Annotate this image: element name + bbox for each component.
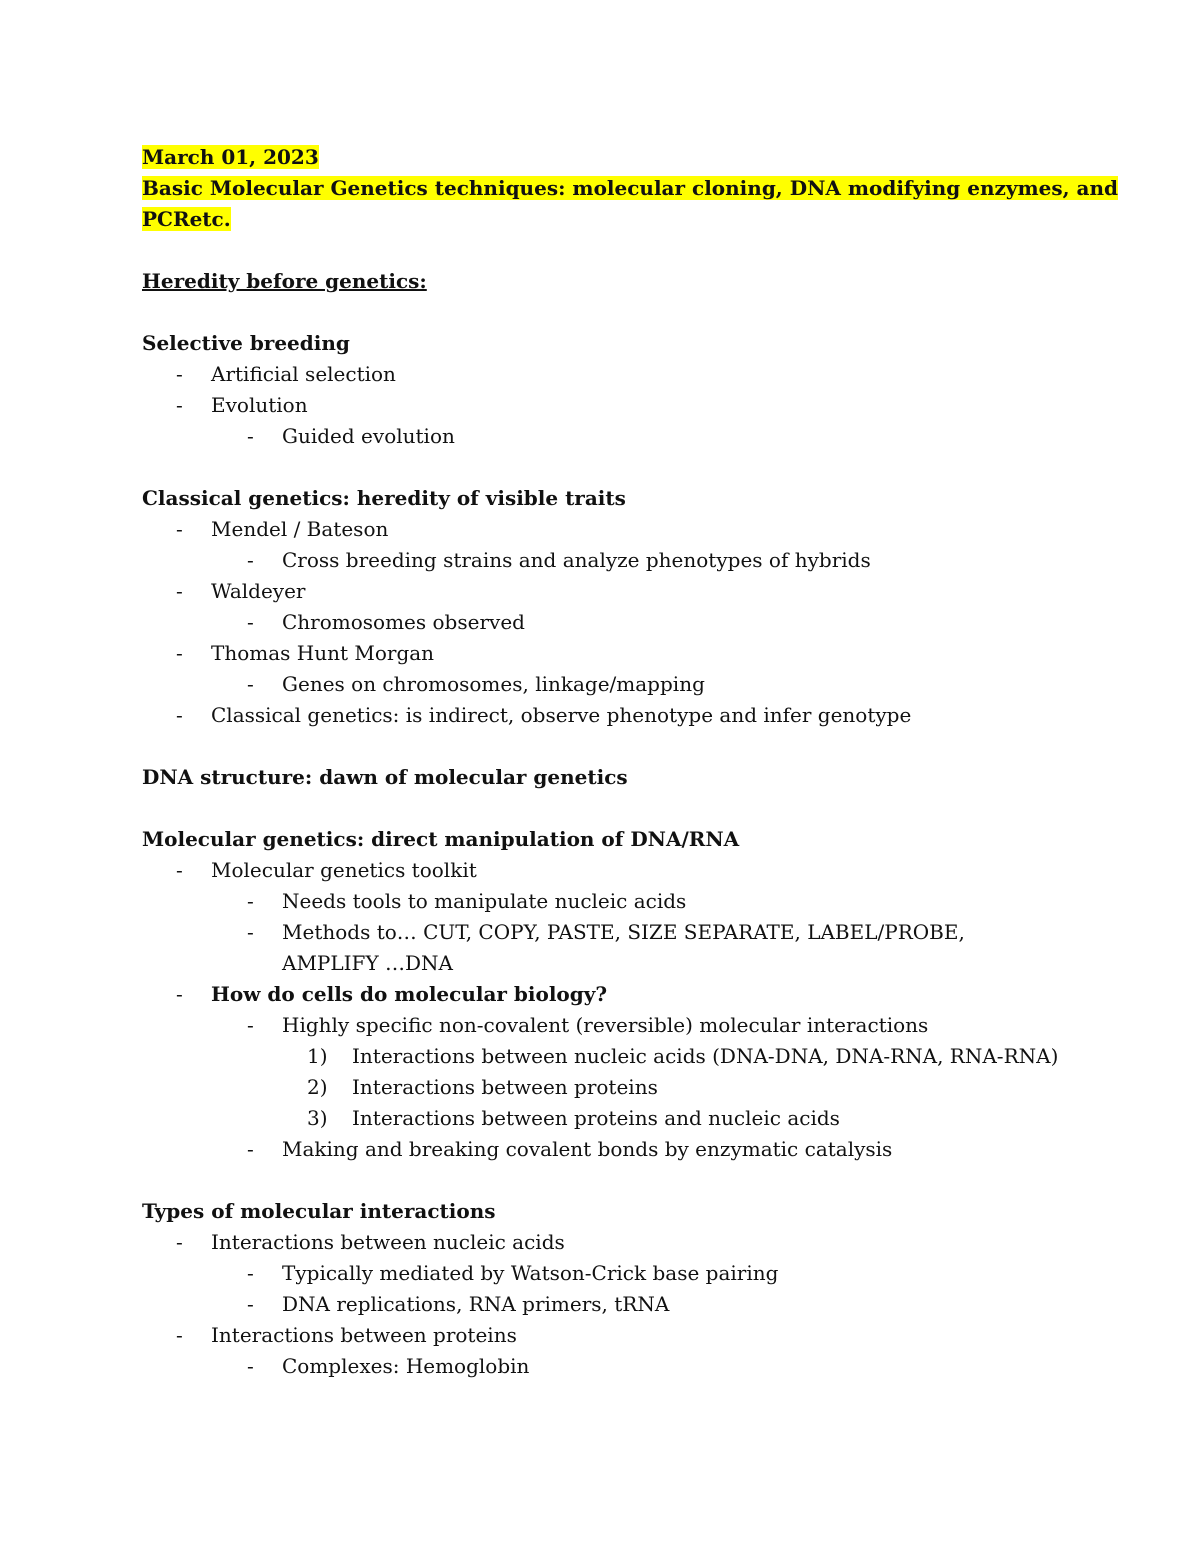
dna-structure-heading xyxy=(142,762,1062,793)
number-marker: 1) xyxy=(307,1044,328,1068)
dash-marker: - xyxy=(247,920,254,944)
dash-marker: - xyxy=(176,982,183,1006)
dash-marker: - xyxy=(247,672,254,696)
dash-marker: - xyxy=(247,424,254,448)
list-item-text: Interactions between proteins xyxy=(211,1323,517,1347)
list-item-text: Artificial selection xyxy=(211,362,396,386)
dash-marker: - xyxy=(247,1137,254,1161)
spacer xyxy=(142,297,1062,328)
dash-marker: - xyxy=(176,641,183,665)
title-text-2: PCRetc. xyxy=(142,207,231,231)
title-line-1 xyxy=(142,173,1119,204)
numbered-item xyxy=(142,1103,1062,1134)
dash-marker: - xyxy=(176,517,183,541)
dash-marker: - xyxy=(176,703,183,727)
list-subitem-text: Methods to… CUT, COPY, PASTE, SIZE SEPARATE, LABEL/PROBE, AMPLIFY …DNA xyxy=(282,920,965,975)
spacer xyxy=(142,793,1062,824)
list-subitem xyxy=(142,1010,1062,1041)
dash-marker: - xyxy=(176,362,183,386)
numbered-item-text: Interactions between proteins and nucleic acids xyxy=(352,1106,840,1130)
dash-marker: - xyxy=(176,1323,183,1347)
list-item xyxy=(142,979,1062,1010)
numbered-item xyxy=(142,1041,1062,1072)
list-subitem xyxy=(142,1134,1062,1165)
numbered-item xyxy=(142,1072,1062,1103)
list-subitem-text: Complexes: Hemoglobin xyxy=(282,1354,530,1378)
date-line xyxy=(142,142,1062,173)
heredity-heading-text: Heredity before genetics: xyxy=(142,269,427,293)
dash-marker: - xyxy=(247,889,254,913)
list-subitem xyxy=(142,1351,1062,1382)
list-subitem xyxy=(142,1289,1062,1320)
dash-marker: - xyxy=(176,579,183,603)
list-subitem-text: Typically mediated by Watson-Crick base pairing xyxy=(282,1261,779,1285)
list-subitem-text: Guided evolution xyxy=(282,424,455,448)
date-text: March 01, 2023 xyxy=(142,145,319,169)
list-item xyxy=(142,638,1062,669)
heredity-heading xyxy=(142,266,1062,297)
numbered-item-text: Interactions between nucleic acids (DNA-DNA, DNA-RNA, RNA-RNA) xyxy=(352,1044,1059,1068)
spacer xyxy=(142,452,1062,483)
list-item-text: Evolution xyxy=(211,393,308,417)
list-item xyxy=(142,576,1062,607)
dna-structure-heading-text: DNA structure: dawn of molecular genetics xyxy=(142,765,628,789)
list-item xyxy=(142,359,1062,390)
dash-marker: - xyxy=(247,1261,254,1285)
list-item xyxy=(142,1320,1062,1351)
classical-genetics-heading-text: Classical genetics: heredity of visible traits xyxy=(142,486,626,510)
list-subitem xyxy=(142,421,1062,452)
list-subitem xyxy=(142,1258,1062,1289)
list-subitem xyxy=(142,545,1062,576)
list-subitem xyxy=(142,886,1062,917)
spacer xyxy=(142,235,1062,266)
list-subitem xyxy=(142,607,1062,638)
list-subitem-text: DNA replications, RNA primers, tRNA xyxy=(282,1292,670,1316)
dash-marker: - xyxy=(247,1354,254,1378)
list-subitem-text: Needs tools to manipulate nucleic acids xyxy=(282,889,687,913)
list-item-text: Mendel / Bateson xyxy=(211,517,389,541)
dash-marker: - xyxy=(247,1292,254,1316)
number-marker: 2) xyxy=(307,1075,328,1099)
list-subitem-text: Highly specific non-covalent (reversible) molecular interactions xyxy=(282,1013,929,1037)
list-subitem-text: Chromosomes observed xyxy=(282,610,525,634)
dash-marker: - xyxy=(176,393,183,417)
title-line-2 xyxy=(142,204,1062,235)
dash-marker: - xyxy=(247,610,254,634)
dash-marker: - xyxy=(176,858,183,882)
dash-marker: - xyxy=(176,1230,183,1254)
classical-genetics-heading xyxy=(142,483,1062,514)
list-subitem xyxy=(142,917,1062,979)
list-item xyxy=(142,700,1062,731)
title-text-1: Basic Molecular Genetics techniques: molecular cloning, DNA modifying enzymes, and xyxy=(142,176,1119,200)
molecular-genetics-heading-text: Molecular genetics: direct manipulation of DNA/RNA xyxy=(142,827,740,851)
list-item xyxy=(142,1227,1062,1258)
list-item-text: Molecular genetics toolkit xyxy=(211,858,477,882)
dash-marker: - xyxy=(247,548,254,572)
list-subitem-text: Genes on chromosomes, linkage/mapping xyxy=(282,672,705,696)
list-item-text: Waldeyer xyxy=(211,579,306,603)
selective-breeding-heading-text: Selective breeding xyxy=(142,331,350,355)
list-item xyxy=(142,390,1062,421)
list-item-text: How do cells do molecular biology? xyxy=(211,982,608,1006)
list-item-text: Interactions between nucleic acids xyxy=(211,1230,565,1254)
list-item xyxy=(142,514,1062,545)
types-heading-text: Types of molecular interactions xyxy=(142,1199,496,1223)
document-content xyxy=(142,142,1119,1382)
list-subitem-text: Cross breeding strains and analyze phenotypes of hybrids xyxy=(282,548,871,572)
types-heading xyxy=(142,1196,1062,1227)
list-item-text: Thomas Hunt Morgan xyxy=(211,641,435,665)
list-item-text: Classical genetics: is indirect, observe phenotype and infer genotype xyxy=(211,703,912,727)
list-item xyxy=(142,855,1062,886)
numbered-item-text: Interactions between proteins xyxy=(352,1075,658,1099)
list-subitem xyxy=(142,669,1062,700)
dash-marker: - xyxy=(247,1013,254,1037)
spacer xyxy=(142,731,1062,762)
molecular-genetics-heading xyxy=(142,824,1062,855)
spacer xyxy=(142,1165,1062,1196)
list-subitem-text: Making and breaking covalent bonds by enzymatic catalysis xyxy=(282,1137,893,1161)
number-marker: 3) xyxy=(307,1106,328,1130)
selective-breeding-heading xyxy=(142,328,1062,359)
